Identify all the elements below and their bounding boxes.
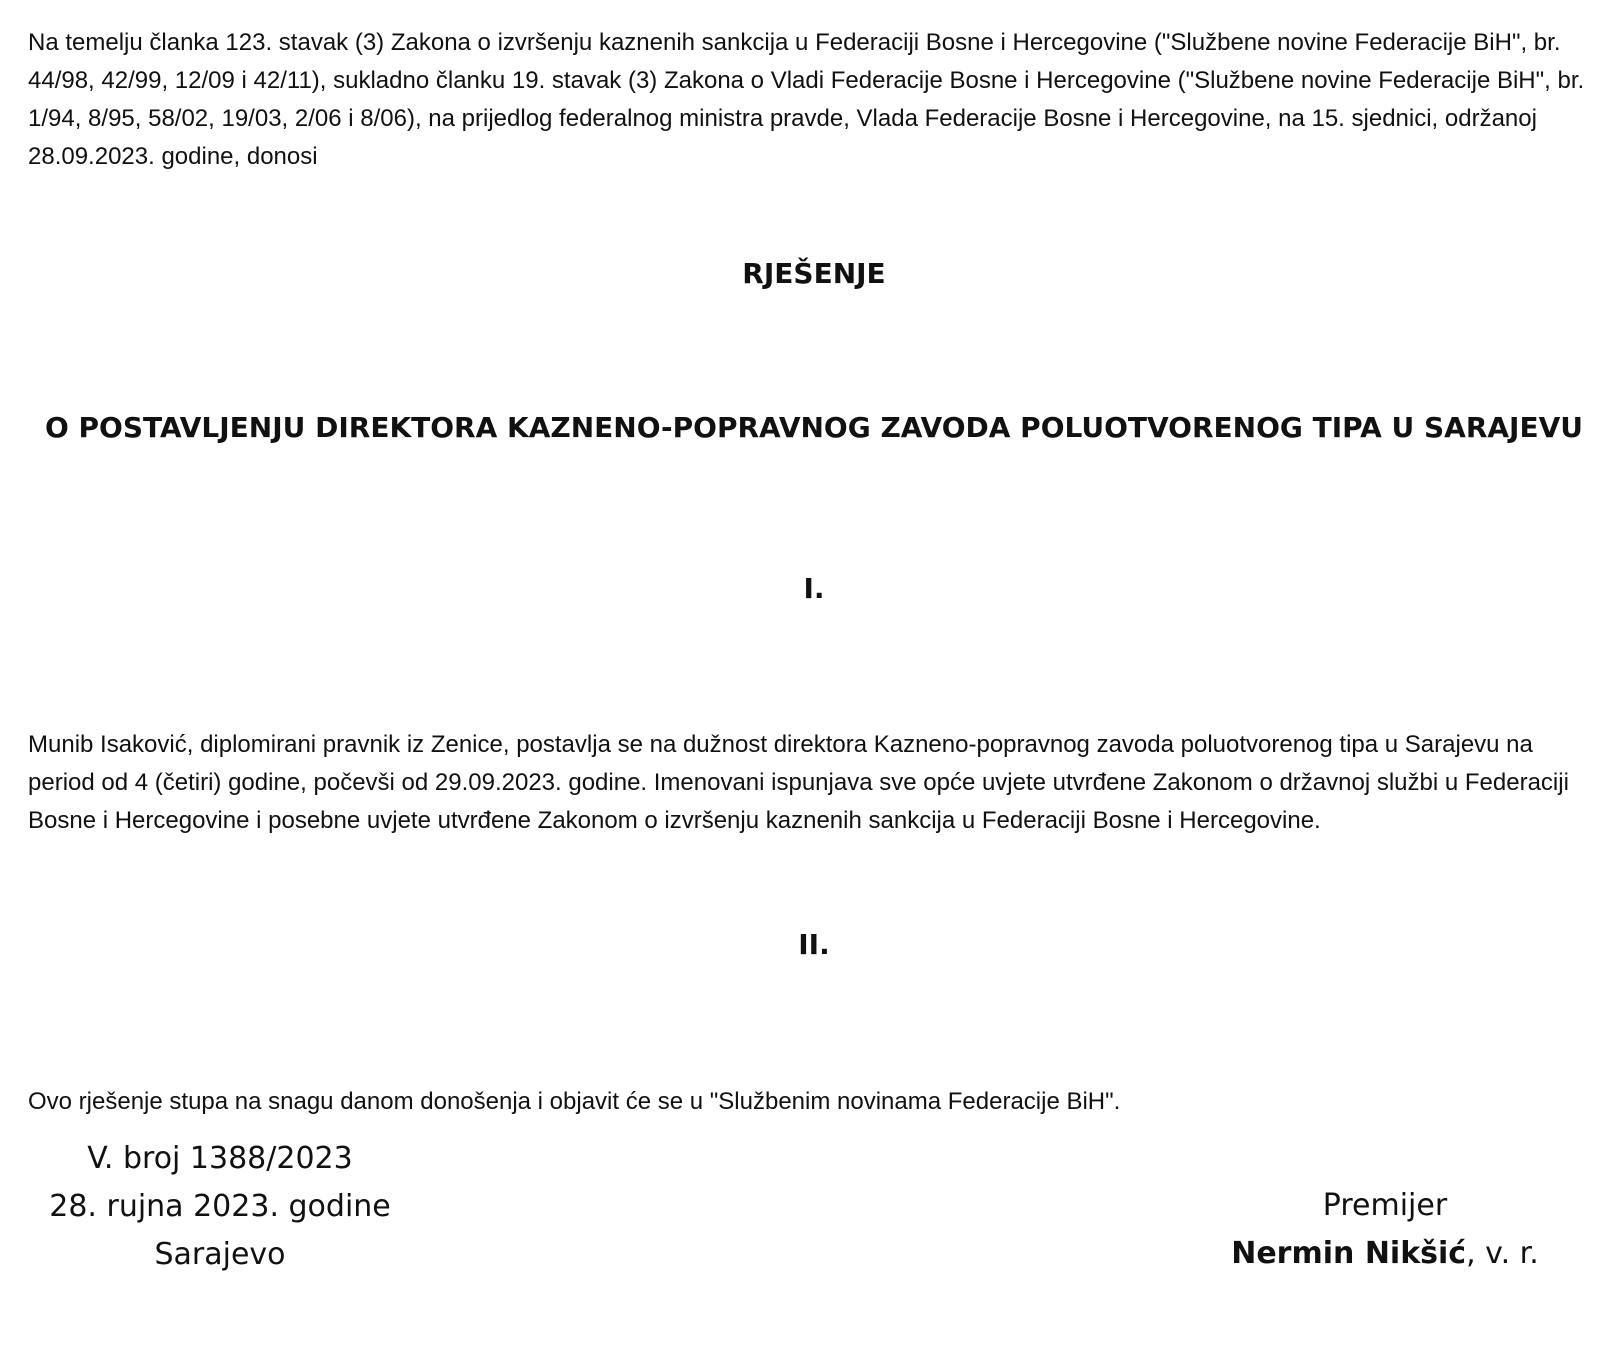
section-2-number: II. <box>798 928 830 961</box>
section-1-paragraph: Munib Isaković, diplomirani pravnik iz Zenice, postavlja se na dužnost direktora Kazneno-popravnog zavoda poluotvorenog tipa u Sarajevu na period od 4 (četiri) godine, počevši od 29.09.2023. godine. Imenovani ispunjava sve opće uvjete utvrđene Zakonom o državnoj službi u Federaciji Bosne i Hercegovine i posebne uvjete utvrđene Zakonom o izvršenju kaznenih sankcija u Federaciji Bosne i Hercegovine. <box>28 731 1569 834</box>
signature-place: Sarajevo <box>154 1237 286 1272</box>
reference-number: V. broj 1388/2023 <box>87 1141 353 1176</box>
document-title: RJEŠENJE <box>742 257 886 290</box>
signature-left-block <box>30 1135 410 1279</box>
signatory-name: Nermin Nikšić <box>1231 1236 1467 1271</box>
signature-right-block <box>1195 1182 1575 1278</box>
signatory-suffix: , v. r. <box>1466 1236 1539 1271</box>
signature-date: 28. rujna 2023. godine <box>49 1189 391 1224</box>
signatory-line <box>1195 1230 1575 1278</box>
preamble-paragraph: Na temelju članka 123. stavak (3) Zakona o izvršenju kaznenih sankcija u Federaciji Bosne i Hercegovine ("Službene novine Federacije BiH", br. 44/98, 42/99, 12/09 i 42/11), sukladno članku 19. stavak (3) Zakona o Vladi Federacije Bosne i Hercegovine ("Službene novine Federacije BiH", br. 1/94, 8/95, 58/02, 19/03, 2/06 i 8/06), na prijedlog federalnog ministra pravde, Vlada Federacije Bosne i Hercegovine, na 15. sjednici, održanoj 28.09.2023. godine, donosi <box>28 29 1585 170</box>
signatory-role: Premijer <box>1322 1188 1448 1223</box>
document-subtitle: O POSTAVLJENJU DIREKTORA KAZNENO-POPRAVNOG ZAVODA POLUOTVORENOG TIPA U SARAJEVU <box>44 411 1584 444</box>
section-1-number: I. <box>803 572 825 605</box>
section-2-paragraph: Ovo rješenje stupa na snagu danom donošenja i objavit će se u "Službenim novinama Federacije BiH". <box>28 1088 1121 1115</box>
